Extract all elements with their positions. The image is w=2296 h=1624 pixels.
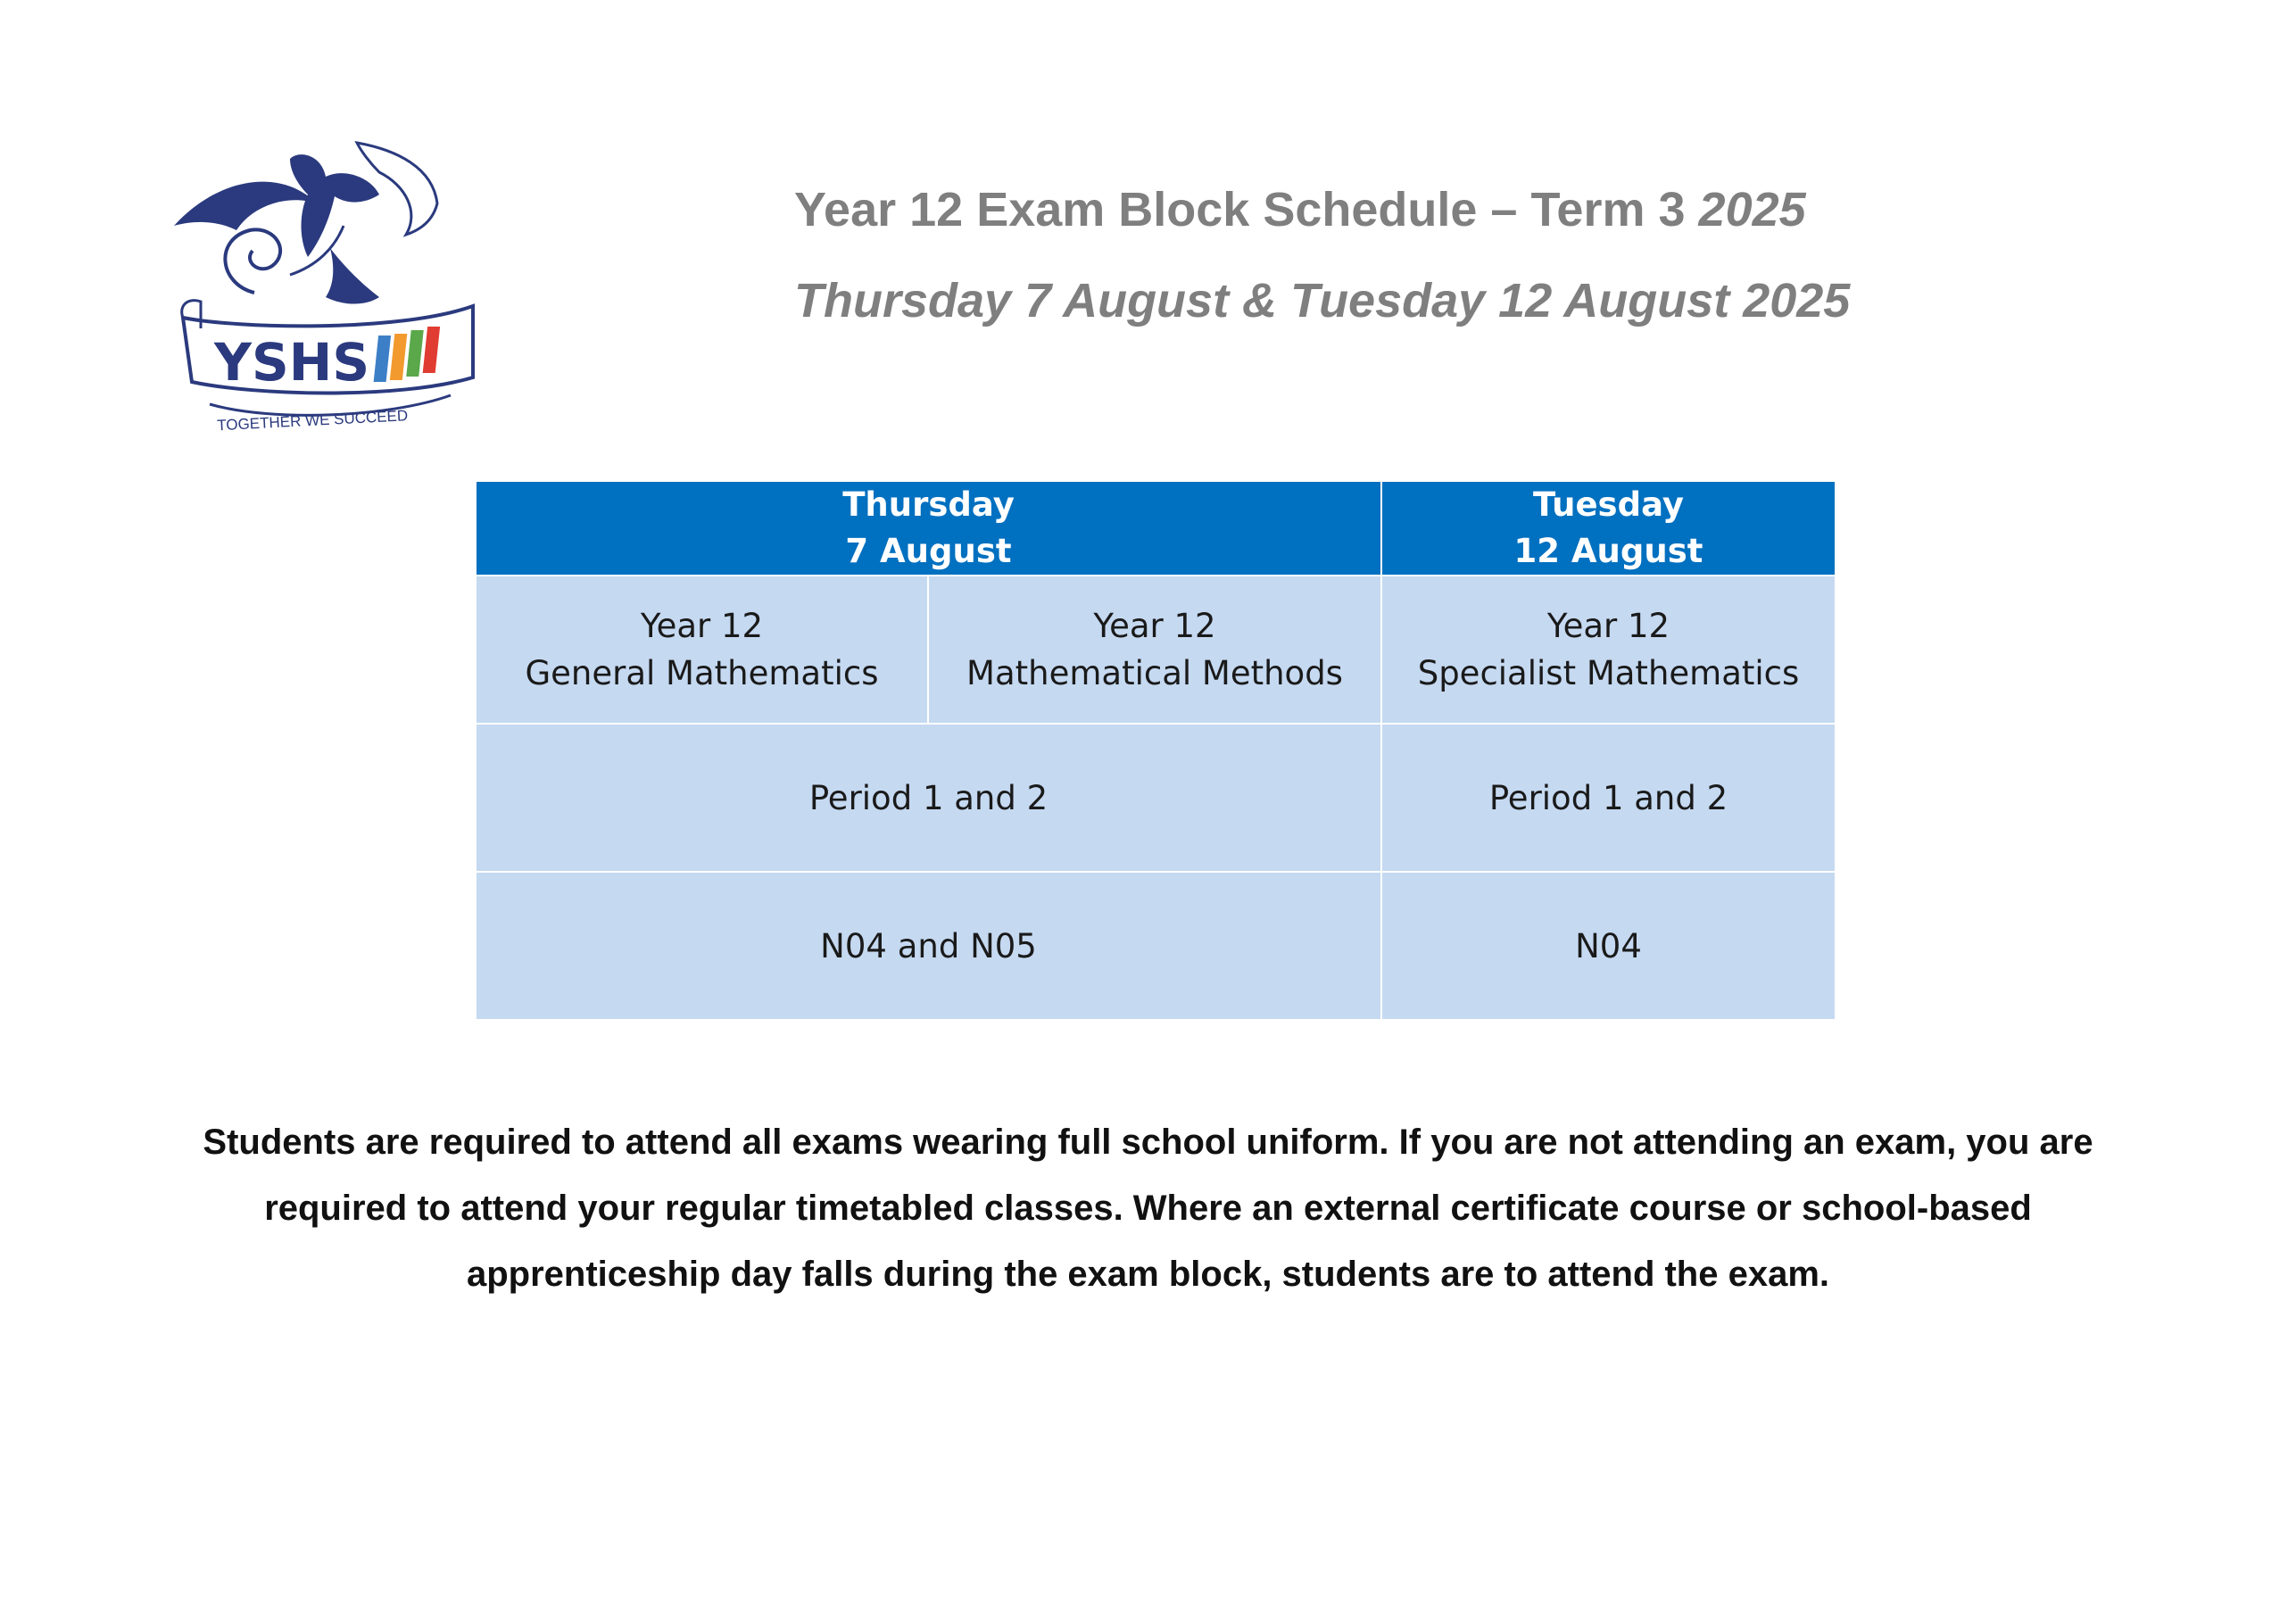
attendance-notice (107, 1109, 2189, 1307)
subject-name: Specialist Mathematics (1417, 654, 1800, 692)
period-cell-tuesday: Period 1 and 2 (1381, 724, 1836, 872)
subject-cell-specialist (1381, 576, 1836, 724)
school-logo (165, 141, 486, 444)
subjects-row (476, 576, 1836, 724)
page-title (794, 178, 2133, 241)
room-cell-thursday: N04 and N05 (476, 872, 1381, 1020)
header-thursday (476, 481, 1381, 576)
period-row (476, 724, 1836, 872)
header-tuesday (1381, 481, 1836, 576)
subject-cell-general (476, 576, 928, 724)
header-row (476, 481, 1836, 576)
logo-swoosh-icon (174, 182, 317, 230)
subject-year: Year 12 (640, 607, 764, 645)
page-title-main: Year 12 Exam Block Schedule – Term 3 (794, 183, 1699, 236)
page-subtitle: Thursday 7 August & Tuesday 12 August 2025 (794, 274, 1851, 327)
notice-line-1: Students are required to attend all exams wearing full school uniform. If you are not attending an exam, you are (203, 1123, 2093, 1162)
header-thursday-day: Thursday (842, 485, 1015, 524)
subject-name: General Mathematics (525, 654, 879, 692)
notice-line-3: apprenticeship day falls during the exam block, students are to attend the exam. (466, 1255, 1830, 1294)
subject-year: Year 12 (1546, 607, 1670, 645)
period-cell-thursday: Period 1 and 2 (476, 724, 1381, 872)
header-thursday-date: 7 August (845, 532, 1012, 570)
title-block (794, 178, 2133, 332)
page-title-year: 2025 (1698, 183, 1806, 236)
notice-line-2: required to attend your regular timetabled classes. Where an external certificate course or school-based (264, 1189, 2032, 1228)
logo-initials: YSHS (214, 332, 370, 393)
subject-name: Mathematical Methods (966, 654, 1343, 692)
subject-year: Year 12 (1093, 607, 1216, 645)
subject-cell-methods (928, 576, 1381, 724)
room-row (476, 872, 1836, 1020)
header-tuesday-date: 12 August (1513, 532, 1703, 570)
logo-motto: TOGETHER WE SUCCEED (216, 407, 409, 435)
room-cell-tuesday: N04 (1381, 872, 1836, 1020)
header-tuesday-day: Tuesday (1532, 485, 1685, 524)
exam-schedule-table (475, 480, 1836, 1021)
